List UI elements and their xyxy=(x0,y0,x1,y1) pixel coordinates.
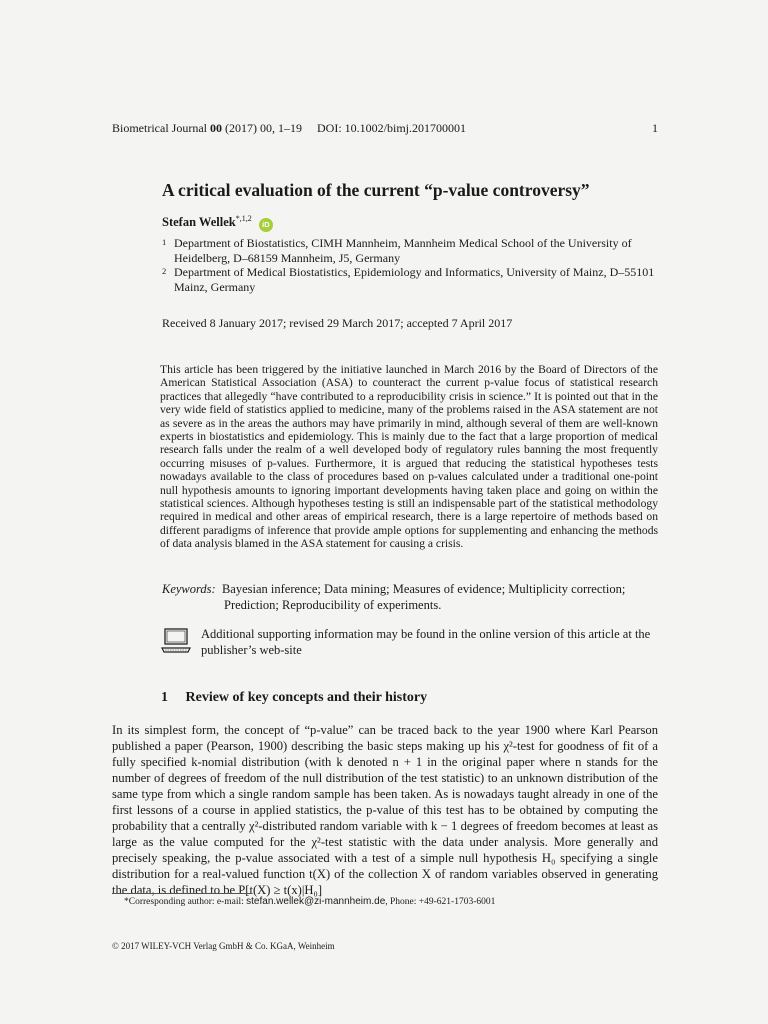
keywords xyxy=(162,581,662,613)
section-number: 1 xyxy=(161,690,168,705)
affiliation-line: Heidelberg, D–68159 Mannheim, J5, Germany xyxy=(174,251,401,265)
journal-issue: (2017) 00, 1–19 xyxy=(224,121,302,135)
keywords-line: Bayesian inference; Data mining; Measures of evidence; Multiplicity correction; xyxy=(221,582,626,596)
keywords-label: Keywords: xyxy=(162,582,216,596)
body-paragraph: In its simplest form, the concept of “p-value” can be traced back to the year 1900 where Karl Pearson published a paper (Pearson, 1900) describing the basic steps making up his χ²-test for goodness of fit of a fully specified k-nomial distribution (with k denoted n + 1 in the original paper where n stands for the number of degrees of freedom of the null distribution of the test statistic) to an unknown distribution of the same type from which a single random sample has been taken. As is nowadays taught already in one of the first lessons of a course in applied statistics, the p-value of this test has to be obtained by computing the probability that a centrally χ²-distributed random variable with k − 1 degrees of freedom becomes at least as large as the value computed for the χ²-test statistic with the data under analysis. More generally and precisely speaking, the p-value associated with a test of a simple null hypothesis H₀ specifying a single distribution for a real-valued function t(X) of the collection X of random variables observed in generating the data, is defined to be P[t(X) ≥ t(x)|H₀] xyxy=(112,723,658,897)
supporting-info xyxy=(161,626,661,660)
phone-label: , Phone: xyxy=(385,897,417,907)
footnote-prefix: *Corresponding author: e-mail: xyxy=(124,897,244,907)
footnote-divider xyxy=(112,893,252,894)
section-title: Review of key concepts and their history xyxy=(185,690,428,705)
journal-citation xyxy=(112,121,658,136)
article-title xyxy=(162,180,590,201)
author-affil-marks: *,1,2 xyxy=(235,214,252,223)
author-name: Stefan Wellek xyxy=(162,215,236,230)
affiliation-line: Department of Medical Biostatistics, Epidemiology and Informatics, University of Mainz, D–55101 xyxy=(174,265,655,279)
affiliation-line: Mainz, Germany xyxy=(174,280,256,294)
keywords-line: Prediction; Reproducibility of experiments. xyxy=(224,598,442,612)
abstract: This article has been triggered by the initiative launched in March 2016 by the Board of Directors of the American Statistical Association (ASA) to counteract the current p-value focus of statistical research practices that allegedly “have contributed to a reproducibility crisis in science.” It is pointed out that in the very wide field of statistics applied to medicine, many of the problems raised in the ASA statement are not as severe as in the areas the authors may have primarily in mind, although several of them are well-known experts in biostatistics and epidemiology. This is mainly due to the fact that a large proportion of medical research falls under the realm of a well developed body of regulatory rules banning the most frequently occurring misuses of p-values. Furthermore, it is argued that reducing the statistical hypotheses tests nowadays available to the class of procedures based on p-values calculated under a traditional one-point null hypothesis amounts to ignoring important developments having taken place and going on within the statistical sciences. Although hypotheses testing is still an indispensable part of the statistical methodology required in medical and other areas of empirical research, there is a large repertoire of methods based on different paradigms of inference that provide ample options for supplementing and enhancing the methods of data analysis blamed in the ASA statement for causing a crisis. xyxy=(160,363,658,551)
running-header xyxy=(112,121,658,136)
author-line xyxy=(162,214,273,232)
section-heading xyxy=(161,690,427,706)
doi[interactable]: DOI: 10.1002/bimj.201700001 xyxy=(316,121,466,135)
affiliation-2 xyxy=(162,265,658,295)
footnote xyxy=(124,896,495,907)
phone-number: +49-621-1703-6001 xyxy=(418,897,496,907)
affiliation-number: 2 xyxy=(162,266,167,276)
author-email[interactable]: stefan.wellek@zi-mannheim.de xyxy=(246,896,386,907)
orcid-icon[interactable]: iD xyxy=(259,218,273,232)
received-dates: Received 8 January 2017; revised 29 March 2017; accepted 7 April 2017 xyxy=(162,316,513,330)
laptop-icon xyxy=(161,626,193,656)
journal-volume: 00 xyxy=(209,121,222,135)
page-number: 1 xyxy=(652,121,658,135)
copyright: © 2017 WILEY-VCH Verlag GmbH & Co. KGaA, Weinheim xyxy=(112,941,335,951)
affiliation-line: Department of Biostatistics, CIMH Mannheim, Mannheim Medical School of the University of xyxy=(174,236,632,250)
affiliation-1 xyxy=(162,236,658,266)
affiliation-number: 1 xyxy=(162,237,167,247)
supporting-info-text: Additional supporting information may be found in the online version of this article at the publisher’s web-site xyxy=(201,627,651,657)
title-text: A critical evaluation of the current “p-value controversy” xyxy=(162,180,590,200)
journal-name: Biometrical Journal xyxy=(112,121,207,135)
